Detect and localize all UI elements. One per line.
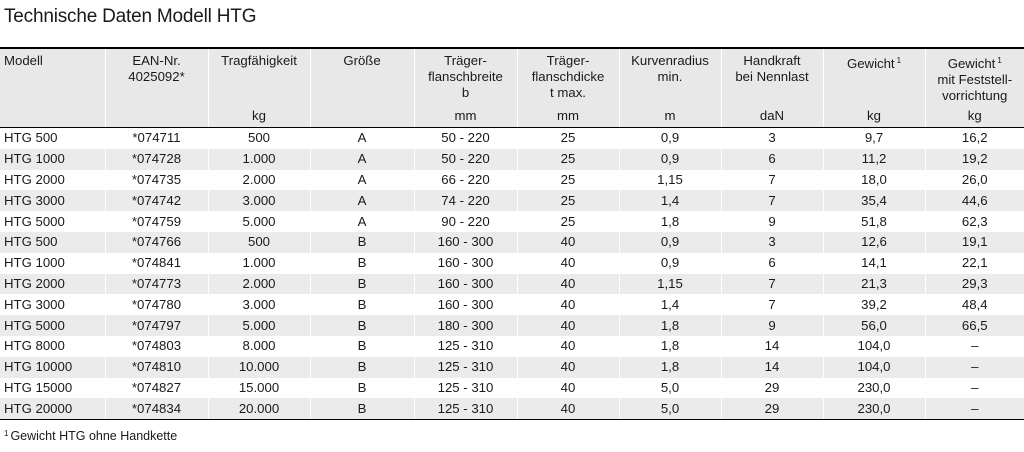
- table-cell: 14: [721, 357, 823, 378]
- table-cell: 50 - 220: [414, 149, 517, 170]
- table-cell: 3.000: [208, 190, 310, 211]
- table-cell: 500: [208, 232, 310, 253]
- header-handkraft: [721, 48, 823, 128]
- table-cell: *074780: [105, 294, 208, 315]
- table-cell: *074834: [105, 398, 208, 419]
- table-cell: 5,0: [619, 378, 721, 399]
- table-cell: B: [310, 274, 414, 295]
- header-label: Größe: [343, 53, 381, 68]
- table-cell: 1,15: [619, 274, 721, 295]
- table-cell: *074759: [105, 211, 208, 232]
- table-cell: 1,4: [619, 294, 721, 315]
- table-cell: HTG 5000: [0, 211, 105, 232]
- table-cell: *074827: [105, 378, 208, 399]
- spec-table: [0, 47, 1024, 420]
- table-cell: HTG 2000: [0, 170, 105, 191]
- table-cell: 11,2: [823, 149, 925, 170]
- table-cell: B: [310, 232, 414, 253]
- header-label: Träger- flanschdicke t max.: [531, 53, 605, 100]
- table-cell: 10.000: [208, 357, 310, 378]
- table-cell: –: [925, 398, 1024, 419]
- table-row: [0, 315, 1024, 336]
- header-label: Handkraft bei Nennlast: [735, 53, 809, 84]
- table-cell: HTG 3000: [0, 294, 105, 315]
- footnote: [4, 429, 177, 443]
- table-cell: 125 - 310: [414, 378, 517, 399]
- table-cell: *074810: [105, 357, 208, 378]
- table-cell: 40: [517, 378, 619, 399]
- table-cell: 0,9: [619, 149, 721, 170]
- table-cell: 62,3: [925, 211, 1024, 232]
- header-unit: mm: [454, 108, 477, 123]
- table-cell: 0,9: [619, 253, 721, 274]
- table-cell: 15.000: [208, 378, 310, 399]
- table-cell: 40: [517, 357, 619, 378]
- header-modell: [0, 48, 105, 128]
- table-cell: 160 - 300: [414, 253, 517, 274]
- table-cell: 7: [721, 274, 823, 295]
- table-cell: 1,8: [619, 336, 721, 357]
- table-cell: A: [310, 170, 414, 191]
- table-cell: 21,3: [823, 274, 925, 295]
- table-cell: 9: [721, 211, 823, 232]
- table-row: [0, 357, 1024, 378]
- table-cell: B: [310, 253, 414, 274]
- table-cell: 20.000: [208, 398, 310, 419]
- header-groesse: [310, 48, 414, 128]
- table-row: [0, 294, 1024, 315]
- table-cell: 40: [517, 398, 619, 419]
- table-cell: A: [310, 128, 414, 149]
- table-cell: 40: [517, 294, 619, 315]
- header-label: EAN-Nr. 4025092*: [128, 53, 185, 84]
- table-cell: HTG 10000: [0, 357, 105, 378]
- footnote-marker: 1: [997, 56, 1002, 65]
- table-cell: 40: [517, 274, 619, 295]
- table-cell: *074803: [105, 336, 208, 357]
- table-cell: B: [310, 357, 414, 378]
- table-header-row: [0, 48, 1024, 128]
- table-cell: 8.000: [208, 336, 310, 357]
- header-label-wrap: [926, 53, 1024, 104]
- table-cell: 40: [517, 253, 619, 274]
- table-cell: 230,0: [823, 378, 925, 399]
- table-cell: 29: [721, 398, 823, 419]
- table-row: [0, 190, 1024, 211]
- table-cell: 19,1: [925, 232, 1024, 253]
- table-cell: –: [925, 336, 1024, 357]
- table-cell: HTG 500: [0, 128, 105, 149]
- table-row: [0, 378, 1024, 399]
- table-cell: HTG 5000: [0, 315, 105, 336]
- table-row: [0, 232, 1024, 253]
- table-cell: 18,0: [823, 170, 925, 191]
- header-tragfaehigkeit: [208, 48, 310, 128]
- table-cell: A: [310, 149, 414, 170]
- table-cell: B: [310, 398, 414, 419]
- table-cell: 14,1: [823, 253, 925, 274]
- table-cell: 125 - 310: [414, 357, 517, 378]
- footnote-marker: 1: [896, 56, 902, 65]
- table-body: [0, 128, 1024, 420]
- table-cell: *074728: [105, 149, 208, 170]
- header-unit: kg: [967, 108, 982, 123]
- table-row: [0, 211, 1024, 232]
- table-row: [0, 170, 1024, 191]
- table-cell: 500: [208, 128, 310, 149]
- table-cell: 25: [517, 211, 619, 232]
- table-cell: HTG 2000: [0, 274, 105, 295]
- header-label-sub: mit Feststell- vorrichtung: [937, 72, 1013, 103]
- footnote-text: Gewicht HTG ohne Handkette: [10, 429, 178, 443]
- header-unit: kg: [867, 108, 881, 123]
- table-cell: 1,8: [619, 357, 721, 378]
- table-row: [0, 336, 1024, 357]
- table-cell: 16,2: [925, 128, 1024, 149]
- table-cell: B: [310, 294, 414, 315]
- table-cell: 35,4: [823, 190, 925, 211]
- table-cell: 26,0: [925, 170, 1024, 191]
- table-cell: 51,8: [823, 211, 925, 232]
- table-cell: 40: [517, 336, 619, 357]
- header-flanschbreite: [414, 48, 517, 128]
- header-flanschdicke: [517, 48, 619, 128]
- table-cell: 160 - 300: [414, 232, 517, 253]
- table-cell: B: [310, 336, 414, 357]
- table-row: [0, 274, 1024, 295]
- table-cell: 66,5: [925, 315, 1024, 336]
- table-cell: 29: [721, 378, 823, 399]
- table-cell: *074711: [105, 128, 208, 149]
- table-cell: 0,9: [619, 128, 721, 149]
- table-cell: HTG 20000: [0, 398, 105, 419]
- table-cell: 160 - 300: [414, 274, 517, 295]
- table-cell: 40: [517, 315, 619, 336]
- table-cell: *074841: [105, 253, 208, 274]
- header-label: Modell: [4, 53, 43, 68]
- table-cell: 25: [517, 170, 619, 191]
- header-ean: [105, 48, 208, 128]
- table-cell: 0,9: [619, 232, 721, 253]
- table-cell: 180 - 300: [414, 315, 517, 336]
- table-cell: 9: [721, 315, 823, 336]
- table-cell: 19,2: [925, 149, 1024, 170]
- table-cell: *074735: [105, 170, 208, 191]
- table-cell: 14: [721, 336, 823, 357]
- table-cell: 40: [517, 232, 619, 253]
- table-cell: –: [925, 378, 1024, 399]
- table-cell: 66 - 220: [414, 170, 517, 191]
- table-cell: 7: [721, 170, 823, 191]
- table-cell: 1.000: [208, 253, 310, 274]
- table-cell: 6: [721, 149, 823, 170]
- table-cell: HTG 1000: [0, 253, 105, 274]
- header-label: Gewicht: [846, 56, 895, 71]
- table-cell: 74 - 220: [414, 190, 517, 211]
- table-cell: 3.000: [208, 294, 310, 315]
- table-cell: 104,0: [823, 357, 925, 378]
- table-cell: 5.000: [208, 315, 310, 336]
- table-cell: 104,0: [823, 336, 925, 357]
- table-cell: 5.000: [208, 211, 310, 232]
- table-cell: 5,0: [619, 398, 721, 419]
- table-cell: 56,0: [823, 315, 925, 336]
- table-cell: 25: [517, 149, 619, 170]
- page-title: Technische Daten Modell HTG: [4, 6, 257, 27]
- table-cell: 9,7: [823, 128, 925, 149]
- table-cell: 12,6: [823, 232, 925, 253]
- table-cell: 7: [721, 190, 823, 211]
- table-cell: 39,2: [823, 294, 925, 315]
- table-cell: 1,8: [619, 315, 721, 336]
- table-cell: 25: [517, 128, 619, 149]
- header-gewicht-feststell: [925, 48, 1024, 128]
- header-gewicht: [823, 48, 925, 128]
- table-cell: *074797: [105, 315, 208, 336]
- table-cell: 29,3: [925, 274, 1024, 295]
- header-unit: daN: [759, 108, 785, 123]
- table-cell: HTG 3000: [0, 190, 105, 211]
- header-unit: kg: [252, 108, 266, 123]
- table-cell: 1.000: [208, 149, 310, 170]
- table-cell: 3: [721, 232, 823, 253]
- table-cell: 7: [721, 294, 823, 315]
- table-cell: A: [310, 211, 414, 232]
- header-unit: mm: [557, 108, 579, 123]
- header-label: Tragfähigkeit: [221, 53, 297, 68]
- table-cell: HTG 1000: [0, 149, 105, 170]
- table-cell: A: [310, 190, 414, 211]
- table-cell: *074766: [105, 232, 208, 253]
- table-cell: 125 - 310: [414, 336, 517, 357]
- table-cell: B: [310, 378, 414, 399]
- table-cell: 22,1: [925, 253, 1024, 274]
- footnote-marker: 1: [4, 429, 9, 438]
- table-cell: B: [310, 315, 414, 336]
- table-cell: 160 - 300: [414, 294, 517, 315]
- header-label: Träger- flanschbreite b: [428, 53, 503, 100]
- table-cell: 6: [721, 253, 823, 274]
- spec-table-wrapper: [0, 47, 1024, 420]
- table-cell: *074773: [105, 274, 208, 295]
- table-row: [0, 128, 1024, 149]
- table-cell: HTG 15000: [0, 378, 105, 399]
- table-cell: 2.000: [208, 274, 310, 295]
- table-cell: 44,6: [925, 190, 1024, 211]
- table-row: [0, 149, 1024, 170]
- table-row: [0, 253, 1024, 274]
- table-row: [0, 398, 1024, 419]
- table-cell: 90 - 220: [414, 211, 517, 232]
- table-cell: 1,8: [619, 211, 721, 232]
- table-cell: 50 - 220: [414, 128, 517, 149]
- table-cell: 1,4: [619, 190, 721, 211]
- table-cell: 25: [517, 190, 619, 211]
- table-cell: 2.000: [208, 170, 310, 191]
- table-cell: 3: [721, 128, 823, 149]
- table-cell: 230,0: [823, 398, 925, 419]
- table-cell: HTG 8000: [0, 336, 105, 357]
- table-cell: –: [925, 357, 1024, 378]
- table-cell: 1,15: [619, 170, 721, 191]
- header-label: Kurvenradius min.: [631, 53, 709, 84]
- header-unit: m: [664, 108, 676, 123]
- header-label: Gewicht: [947, 56, 996, 71]
- header-kurvenradius: [619, 48, 721, 128]
- table-cell: HTG 500: [0, 232, 105, 253]
- header-label-wrap: [824, 53, 925, 72]
- table-cell: 48,4: [925, 294, 1024, 315]
- table-cell: 125 - 310: [414, 398, 517, 419]
- table-cell: *074742: [105, 190, 208, 211]
